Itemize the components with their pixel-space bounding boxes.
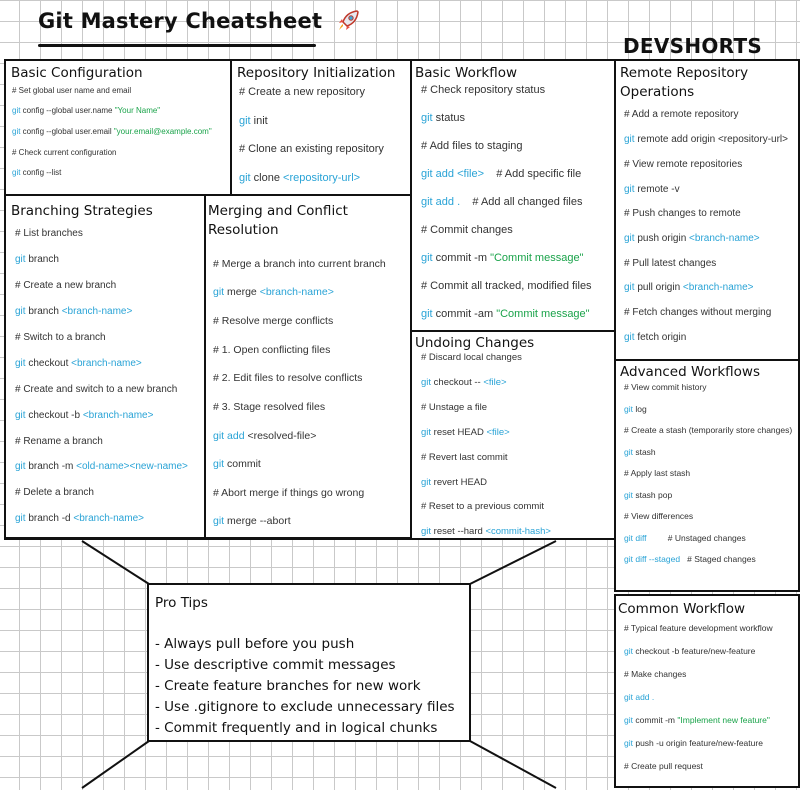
code-line: git branch -d <branch-name> [15,513,144,524]
pro-tip-item: - Create feature branches for new work [155,678,421,694]
code-line: git commit -am "Commit message" [421,308,590,320]
code-line: # Create and switch to a new branch [15,384,178,395]
code-line: git remote -v [624,184,680,195]
code-line: git push -u origin feature/new-feature [624,738,763,748]
section-heading: Merging and Conflict [208,203,348,219]
pro-tips-heading: Pro Tips [155,595,208,611]
code-line: git config --list [12,168,62,177]
page-title: Git Mastery Cheatsheet [38,8,323,33]
code-line: git config --global user.email "your.email@example.com" [12,127,212,136]
code-line: # Commit changes [421,224,513,236]
code-line: # Add a remote repository [624,109,739,120]
room-line-bottom-left [82,741,149,788]
pro-tip-item: - Commit frequently and in logical chunks [155,720,438,736]
code-line: # Reset to a previous commit [421,501,545,512]
code-line: git status [421,112,466,124]
code-line: git add <file> # Add specific file [421,168,582,180]
code-line: # Create a new repository [239,86,365,98]
pro-tip-item: - Use .gitignore to exclude unnecessary files [155,699,455,715]
section-heading: Branching Strategies [11,203,153,219]
section-heading: Basic Workflow [415,65,518,81]
code-line: git diff # Unstaged changes [624,533,746,543]
code-line: git fetch origin [624,332,687,343]
section-heading: Undoing Changes [415,335,535,351]
code-line: git add <resolved-file> [213,430,317,442]
code-line: git merge <branch-name> [213,286,334,298]
code-line: # Create a stash (temporarily store changes) [624,425,793,435]
code-line: # Set global user name and email [12,86,132,95]
code-line: # Fetch changes without merging [624,307,772,318]
code-line: git commit -m "Implement new feature" [624,715,770,725]
code-line: git checkout -b <branch-name> [15,410,154,421]
code-line: git stash [624,447,656,457]
section-pro-tips [147,583,471,742]
code-line: git branch <branch-name> [15,306,133,317]
code-line: git checkout <branch-name> [15,358,142,369]
code-line: git push origin <branch-name> [624,233,760,244]
code-line: # Create pull request [624,761,703,771]
room-line-bottom-right [470,741,556,788]
pro-tip-item: - Use descriptive commit messages [155,657,396,673]
code-line: # 2. Edit files to resolve conflicts [213,372,363,384]
code-line: git branch -m <old-name><new-name> [15,461,188,472]
code-line: # Merge a branch into current branch [213,258,386,270]
room-line-top-right [470,541,556,584]
code-line: # Add files to staging [421,140,523,152]
code-line: # Commit all tracked, modified files [421,280,592,292]
code-line: git pull origin <branch-name> [624,282,754,293]
section-heading-cont: Operations [620,84,695,100]
code-line: # Check current configuration [12,148,117,157]
section-heading: Basic Configuration [11,65,143,81]
code-line: # Abort merge if things go wrong [213,487,365,499]
section-heading: Repository Initialization [237,65,396,81]
code-line: # Discard local changes [421,352,522,363]
code-line: # Apply last stash [624,468,691,478]
code-line: git add . [624,692,655,702]
code-line: git diff --staged # Staged changes [624,554,756,564]
code-line: git config --global user.name "Your Name" [12,106,161,115]
code-line: # List branches [15,228,83,239]
code-line: git commit -m "Commit message" [421,252,584,264]
code-line: # Resolve merge conflicts [213,315,334,327]
code-line: # Pull latest changes [624,258,717,269]
code-line: # 3. Stage resolved files [213,401,326,413]
code-line: # Switch to a branch [15,332,106,343]
code-line: # Push changes to remote [624,208,741,219]
code-line: # View differences [624,511,694,521]
code-line: # Check repository status [421,84,546,96]
code-line: # Clone an existing repository [239,143,384,155]
code-line: git commit [213,458,261,470]
code-line: git log [624,404,647,414]
code-line: # Unstage a file [421,402,488,413]
code-line: git revert HEAD [421,477,488,488]
code-line: # Create a new branch [15,280,117,291]
code-line: git clone <repository-url> [239,172,361,184]
code-line: # Delete a branch [15,487,94,498]
section-heading: Common Workflow [618,601,746,617]
code-line: # 1. Open conflicting files [213,344,331,356]
code-line: # Rename a branch [15,436,103,447]
section-heading: Remote Repository [620,65,749,81]
code-line: # View remote repositories [624,159,743,170]
pro-tip-item: - Always pull before you push [155,636,355,652]
code-line: git reset HEAD <file> [421,427,510,438]
code-line: # Make changes [624,669,687,679]
code-line: git merge --abort [213,515,291,527]
code-line: git stash pop [624,490,673,500]
code-line: git remote add origin <repository-url> [624,134,788,145]
code-line: git checkout -b feature/new-feature [624,646,756,656]
section-heading: Advanced Workflows [620,364,760,380]
code-line: git add . # Add all changed files [421,196,583,208]
code-line: git checkout -- <file> [421,377,507,388]
room-line-top-left [82,541,149,584]
code-line: git reset --hard <commit-hash> [421,526,551,537]
brand-logo: DEVSHORTS [623,34,763,58]
section-heading-cont: Resolution [208,222,279,238]
code-line: # Typical feature development workflow [624,623,773,633]
code-line: git branch [15,254,59,265]
code-line: # View commit history [624,382,707,392]
code-line: # Revert last commit [421,452,508,463]
code-line: git init [239,115,268,127]
